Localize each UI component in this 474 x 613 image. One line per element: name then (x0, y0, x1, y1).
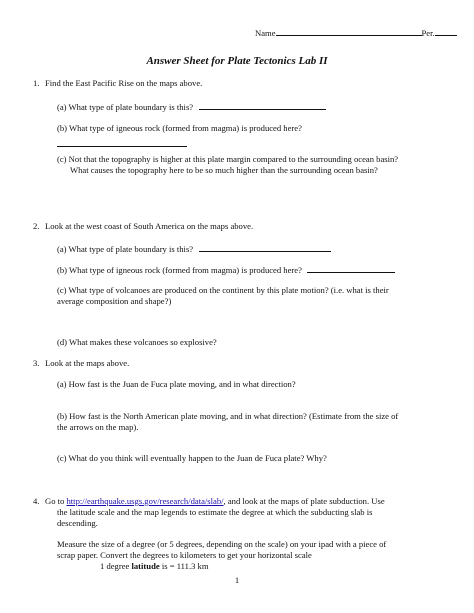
q2a-answer-blank (199, 243, 331, 252)
period-label: Per. (421, 28, 435, 38)
q3b-line2: the arrows on the map). (57, 422, 139, 432)
q2c-line2: average composition and shape?) (57, 296, 172, 306)
name-blank (276, 27, 422, 36)
q2a-question (57, 243, 331, 255)
q4-line1 (45, 496, 385, 507)
q3-number: 3. (33, 358, 40, 368)
name-period-header (255, 27, 457, 39)
q4-number: 4. (33, 496, 40, 506)
q1a-question (57, 101, 326, 113)
page-number: 1 (234, 575, 240, 585)
usgs-slab-link[interactable]: http://earthquake.usgs.gov/research/data/slab/ (66, 496, 224, 506)
period-blank (435, 27, 457, 36)
q1-prompt: Find the East Pacific Rise on the maps above. (45, 78, 203, 88)
q1b-answer-blank (57, 138, 187, 147)
degree-prefix: 1 degree (100, 561, 132, 571)
degree-suffix: is = 111.3 km (159, 561, 209, 571)
q1-number: 1. (33, 78, 40, 88)
degree-latitude-bold: latitude (131, 561, 160, 571)
q1b-answer-line (57, 138, 187, 150)
q4-measure-line1: Measure the size of a degree (or 5 degrees, depending on the scale) on your ipad with a piece of (57, 539, 387, 549)
q1c-line2: What causes the topography here to be so much higher than the surrounding ocean basin? (70, 165, 378, 175)
q2b-text: (b) What type of igneous rock (formed from magma) is produced here? (57, 265, 302, 275)
q1a-text: (a) What type of plate boundary is this? (57, 102, 194, 112)
degree-latitude-line (100, 561, 209, 572)
q4-line3: descending. (57, 518, 98, 528)
q1b-text: (b) What type of igneous rock (formed from magma) is produced here? (57, 123, 302, 133)
name-label: Name (255, 28, 276, 38)
q2b-question (57, 264, 395, 276)
q4-go-to: Go to (45, 496, 65, 506)
q3c-text: (c) What do you think will eventually happen to the Juan de Fuca plate? Why? (57, 453, 327, 463)
q3-prompt: Look at the maps above. (45, 358, 130, 368)
page-title: Answer Sheet for Plate Tectonics Lab II (146, 55, 328, 67)
q1a-answer-blank (199, 101, 326, 110)
q2d-text: (d) What makes these volcanoes so explosive? (57, 337, 217, 347)
q2-number: 2. (33, 221, 40, 231)
q2-prompt: Look at the west coast of South America on the maps above. (45, 221, 254, 231)
q4-measure-line2: scrap paper. Convert the degrees to kilometers to get your horizontal scale (57, 550, 312, 560)
q3a-text: (a) How fast is the Juan de Fuca plate moving, and in what direction? (57, 379, 296, 389)
q2b-answer-blank (307, 264, 395, 273)
q2c-line1: (c) What type of volcanoes are produced on the continent by this plate motion? (i.e. what is their (57, 285, 389, 295)
q4-line2: the latitude scale and the map legends to estimate the degree at which the subducting slab is (57, 507, 373, 517)
q3b-line1: (b) How fast is the North American plate moving, and in what direction? (Estimate from the size of (57, 411, 399, 421)
q2a-text: (a) What type of plate boundary is this? (57, 244, 194, 254)
q4-after-link: , and look at the maps of plate subduction. Use (223, 496, 385, 506)
q1c-line1: (c) Not that the topography is higher at this plate margin compared to the surrounding ocean basin? (57, 154, 399, 164)
